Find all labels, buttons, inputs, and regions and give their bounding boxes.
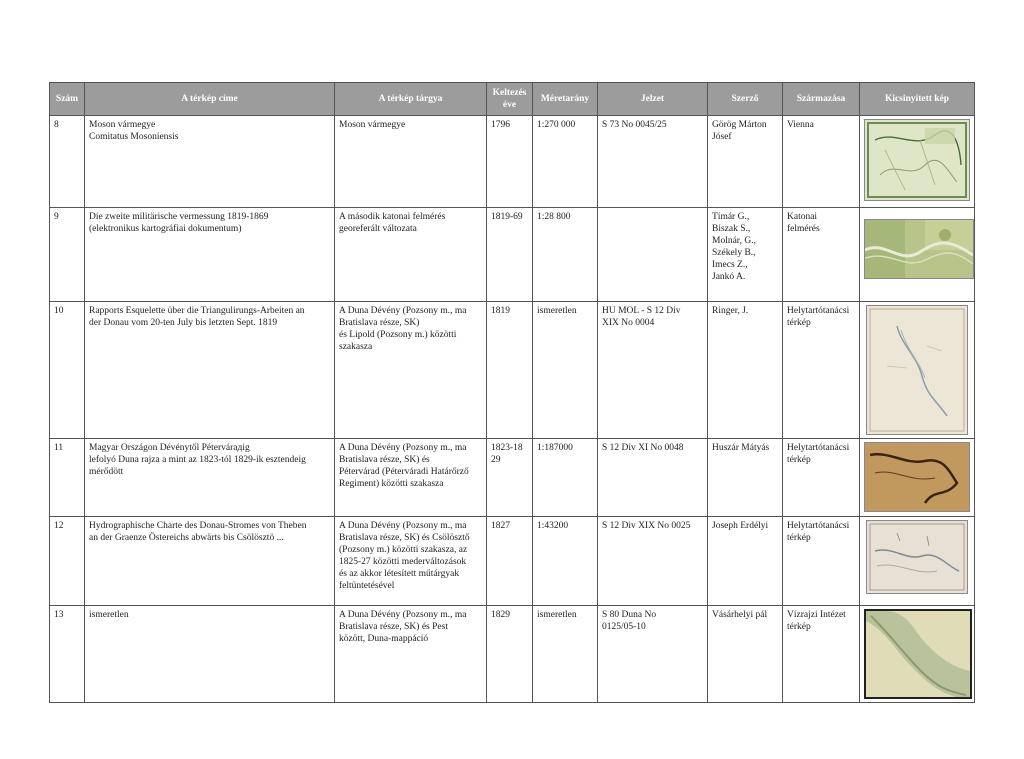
row-year: 1827 bbox=[487, 517, 533, 606]
row-ref bbox=[598, 208, 708, 302]
row-title: ismeretlen bbox=[85, 606, 335, 703]
row-scale: 1:43200 bbox=[533, 517, 598, 606]
header-ref: Jelzet bbox=[598, 83, 708, 116]
row-origin: Helytartótanácsi térkép bbox=[783, 302, 860, 439]
row-year: 1819 bbox=[487, 302, 533, 439]
row-num: 13 bbox=[50, 606, 85, 703]
row-thumbnail-cell bbox=[860, 208, 975, 302]
table-row bbox=[50, 208, 975, 302]
row-thumbnail-cell bbox=[860, 517, 975, 606]
row-subject: A Duna Dévény (Pozsony m., ma Bratislava része, SK) és Csölösztő (Pozsony m.) közötti szakasza, az 1825-27 közötti mederváltozások és az akkor létesített műtárgyak feltüntetésével bbox=[335, 517, 487, 606]
table-row bbox=[50, 439, 975, 517]
row-num: 12 bbox=[50, 517, 85, 606]
table-header-row bbox=[50, 83, 975, 116]
row-title: Die zweite militärische vermessung 1819-1869 (elektronikus kartográfiai dokumentum) bbox=[85, 208, 335, 302]
row-thumbnail-cell bbox=[860, 439, 975, 517]
row-title: Magyar Országon Dévénytől Pétervárадig lefolyó Duna rajza a mint az 1823-tól 1829-ik esztendeig mérődött bbox=[85, 439, 335, 517]
row-thumbnail-cell bbox=[860, 302, 975, 439]
row-thumbnail-cell bbox=[860, 606, 975, 703]
header-year: Keltezés éve bbox=[487, 83, 533, 116]
map-thumbnail-image bbox=[864, 609, 972, 699]
row-ref: S 12 Div XI No 0048 bbox=[598, 439, 708, 517]
row-year: 1823-18 29 bbox=[487, 439, 533, 517]
row-subject: A Duna Dévény (Pozsony m., ma Bratislava része, SK) és Pest között, Duna-mappáció bbox=[335, 606, 487, 703]
row-ref: S 12 Div XIX No 0025 bbox=[598, 517, 708, 606]
row-year: 1829 bbox=[487, 606, 533, 703]
row-author: Vásárhelyi pál bbox=[708, 606, 783, 703]
row-origin: Vienna bbox=[783, 116, 860, 208]
row-ref: S 73 No 0045/25 bbox=[598, 116, 708, 208]
map-thumbnail-image bbox=[864, 219, 974, 279]
row-subject: A második katonai felmérés georeferált változata bbox=[335, 208, 487, 302]
row-scale: ismeretlen bbox=[533, 302, 598, 439]
row-year: 1796 bbox=[487, 116, 533, 208]
row-origin: Helytartótanácsi térkép bbox=[783, 517, 860, 606]
row-origin: Katonai felmérés bbox=[783, 208, 860, 302]
table-row bbox=[50, 116, 975, 208]
row-ref: S 80 Duna No 0125/05-10 bbox=[598, 606, 708, 703]
table-row bbox=[50, 517, 975, 606]
header-author: Szerző bbox=[708, 83, 783, 116]
row-origin: Helytartótanácsi térkép bbox=[783, 439, 860, 517]
row-thumbnail-cell bbox=[860, 116, 975, 208]
table-row bbox=[50, 606, 975, 703]
row-author: Joseph Erdélyi bbox=[708, 517, 783, 606]
map-thumbnail-image bbox=[866, 305, 968, 435]
row-num: 11 bbox=[50, 439, 85, 517]
row-subject: Moson vármegye bbox=[335, 116, 487, 208]
map-thumbnail-image bbox=[864, 442, 970, 512]
header-title: A térkép címe bbox=[85, 83, 335, 116]
row-author: Görög Márton Jósef bbox=[708, 116, 783, 208]
row-subject: A Duna Dévény (Pozsony m., ma Bratislava része, SK) és Lipold (Pozsony m.) közötti szakasza bbox=[335, 302, 487, 439]
map-thumbnail-image bbox=[864, 119, 970, 201]
header-num: Szám bbox=[50, 83, 85, 116]
row-author: Ringer, J. bbox=[708, 302, 783, 439]
table-row bbox=[50, 302, 975, 439]
row-num: 10 bbox=[50, 302, 85, 439]
row-num: 8 bbox=[50, 116, 85, 208]
header-origin: Származása bbox=[783, 83, 860, 116]
map-thumbnail-image bbox=[866, 520, 968, 594]
row-origin: Vízrajzi Intézet térkép bbox=[783, 606, 860, 703]
row-scale: 1:28 800 bbox=[533, 208, 598, 302]
row-subject: A Duna Dévény (Pozsony m., ma Bratislava része, SK) és Pétervárad (Péterváradi Határőrző Regiment) közötti szakasza bbox=[335, 439, 487, 517]
row-year: 1819-69 bbox=[487, 208, 533, 302]
row-title: Rapports Esquelette über die Triangulirungs-Arbeiten an der Donau vom 20-ten July bis letzten Sept. 1819 bbox=[85, 302, 335, 439]
row-num: 9 bbox=[50, 208, 85, 302]
map-catalog-table bbox=[49, 82, 975, 703]
row-ref: HU MOL - S 12 Div XIX No 0004 bbox=[598, 302, 708, 439]
row-title: Hydrographische Charte des Donau-Stromes von Theben an der Graenze Östereichs abwärts bis Csölösztö ... bbox=[85, 517, 335, 606]
header-thumbnail: Kicsinyített kép bbox=[860, 83, 975, 116]
row-author: Tímár G., Biszak S., Molnár, G., Székely B., Imecs Z., Jankó A. bbox=[708, 208, 783, 302]
header-scale: Méretarány bbox=[533, 83, 598, 116]
row-scale: 1:187000 bbox=[533, 439, 598, 517]
header-subject: A térkép tárgya bbox=[335, 83, 487, 116]
row-title: Moson vármegye Comitatus Mosoniensis bbox=[85, 116, 335, 208]
row-author: Huszár Mátyás bbox=[708, 439, 783, 517]
row-scale: 1:270 000 bbox=[533, 116, 598, 208]
row-scale: ismeretlen bbox=[533, 606, 598, 703]
